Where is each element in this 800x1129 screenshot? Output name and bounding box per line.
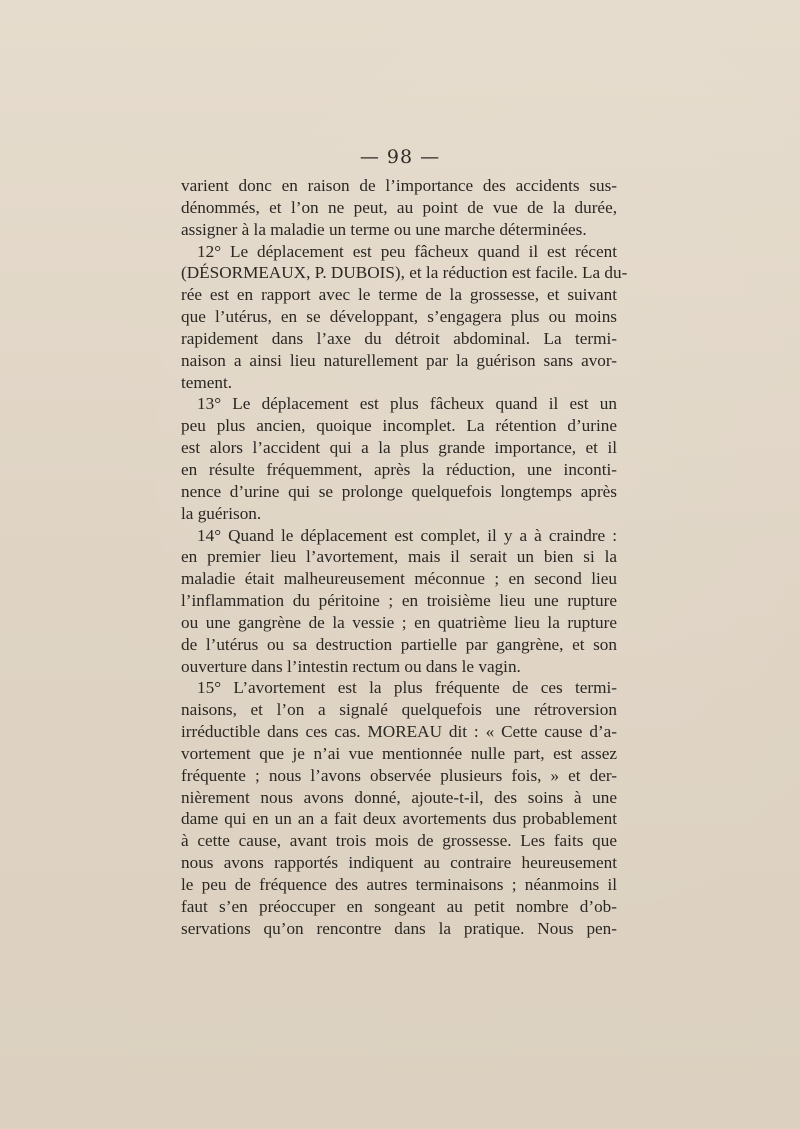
text-line: fréquente ; nous l’avons observée plusieurs fois, » et der-	[181, 765, 617, 785]
text-line: tement.	[181, 372, 233, 392]
text-line: assigner à la maladie un terme ou une marche déterminées.	[181, 219, 587, 239]
text-line: faut s’en préoccuper en songeant au petit nombre d’ob-	[181, 896, 617, 916]
text-line: peu plus ancien, quoique incomplet. La rétention d’urine	[181, 416, 617, 436]
text-line: nièrement nous avons donné, ajoute-t-il, des soins à une	[181, 787, 617, 807]
text-line: que l’utérus, en se développant, s’engagera plus ou moins	[181, 307, 617, 327]
text-line: en premier lieu l’avortement, mais il serait un bien si la	[181, 547, 617, 567]
text-line: ouverture dans l’intestin rectum ou dans le vagin.	[181, 656, 521, 676]
body-text	[181, 175, 628, 940]
text-line: rapidement dans l’axe du détroit abdominal. La termi-	[181, 328, 617, 348]
text-line: est alors l’accident qui a la plus grande importance, et il	[181, 438, 617, 458]
text-line: à cette cause, avant trois mois de grossesse. Les faits que	[181, 831, 617, 851]
text-line: rée est en rapport avec le terme de la grossesse, et suivant	[181, 285, 617, 305]
text-line: le peu de fréquence des autres terminaisons ; néanmoins il	[181, 875, 617, 894]
text-line: 14° Quand le déplacement est complet, il y a à craindre :	[197, 525, 617, 545]
text-line: dénommés, et l’on ne peut, au point de vue de la durée,	[181, 197, 617, 217]
text-line: nence d’urine qui se prolonge quelquefois longtemps après	[181, 481, 617, 501]
text-line: 15° L’avortement est la plus fréquente de ces termi-	[197, 678, 617, 698]
text-line: la guérison.	[181, 503, 262, 523]
text-line: irréductible dans ces cas. MOREAU dit : « Cette cause d’a-	[181, 722, 617, 742]
text-line: servations qu’on rencontre dans la pratique. Nous pen-	[181, 918, 617, 938]
text-line: vortement que je n’ai vue mentionnée nulle part, est assez	[181, 743, 617, 763]
text-line: nous avons rapportés indiquent au contraire heureusement	[181, 853, 617, 873]
text-line: l’inflammation du péritoine ; en troisième lieu une rupture	[181, 591, 617, 611]
page-number: — 98 —	[359, 146, 441, 168]
text-line: ou une gangrène de la vessie ; en quatrième lieu la rupture	[181, 612, 617, 632]
text-line: dame qui en un an a fait deux avortements dus probablement	[181, 809, 617, 829]
text-line: naisons, et l’on a signalé quelquefois une rétroversion	[181, 700, 617, 720]
text-line: 13° Le déplacement est plus fâcheux quand il est un	[197, 394, 617, 414]
text-line: de l’utérus ou sa destruction partielle par gangrène, et son	[181, 634, 617, 654]
text-line: varient donc en raison de l’importance des accidents sus-	[181, 176, 617, 195]
text-line: 12° Le déplacement est peu fâcheux quand il est récent	[197, 241, 617, 261]
text-line: maladie était malheureusement méconnue ; en second lieu	[181, 569, 617, 589]
text-line: en résulte fréquemment, après la réduction, une inconti-	[181, 459, 617, 479]
text-line: (DÉSORMEAUX, P. DUBOIS), et la réduction est facile. La du-	[181, 263, 628, 283]
text-line: naison a ainsi lieu naturellement par la guérison sans avor-	[181, 350, 617, 370]
